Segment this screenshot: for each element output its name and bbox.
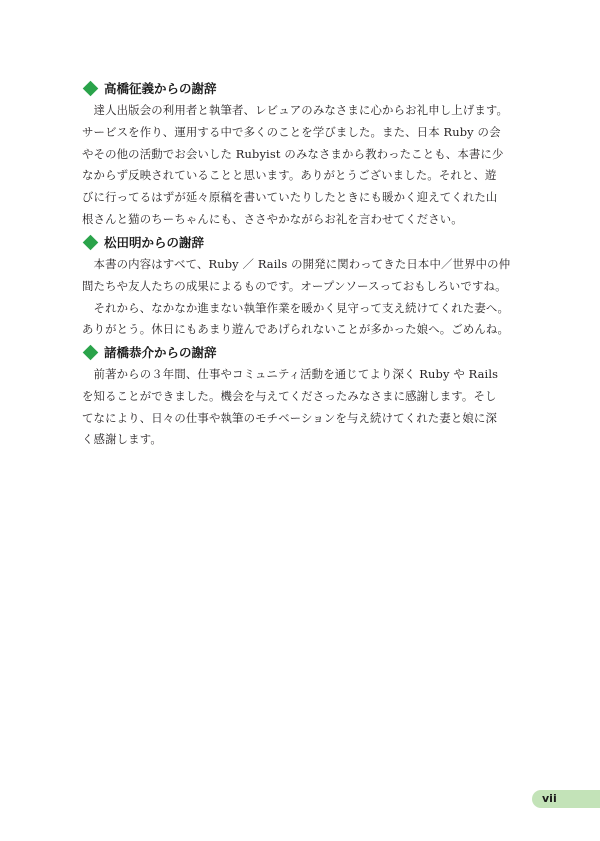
text-line: を知ることができました。機会を与えてくださったみなさまに感謝します。そし [82,388,497,403]
paragraph [82,364,530,451]
text-line: 間たちや友人たちの成果によるものです。オープンソースっておもしろいですね。 [82,278,507,293]
section-heading-text: 松田明からの謝辞 [104,235,205,250]
paragraph [82,100,530,231]
text-line: ありがとう。休日にもあまり遊んであげられないことが多かった娘へ。ごめんね。 [82,322,510,337]
diamond-bullet-icon [83,80,99,96]
page-number: vii [542,792,557,805]
section-heading-text: 高橋征義からの謝辞 [104,81,217,96]
text-line: く感謝します。 [82,432,162,447]
diamond-bullet-icon [83,234,99,250]
section-heading [82,233,530,251]
text-line: それから、なかなか進まない執筆作業を暖かく見守って支え続けてくれた妻へ。 [82,300,510,315]
diamond-bullet-icon [83,344,99,360]
text-line: やその他の活動でお会いした Rubyist のみなさまから教わったことも、本書に少 [82,146,504,161]
section-heading-text: 諸橋恭介からの謝辞 [104,345,217,360]
section-heading [82,343,530,361]
text-line: なからず反映されていることと思います。ありがとうございました。それと、遊 [82,168,497,183]
text-line: びに行ってるはずが延々原稿を書いていたりしたときにも暖かく迎えてくれた山 [82,190,498,205]
text-line: 前著からの３年間、仕事やコミュニティ活動を通じてより深く Ruby や Rails [82,367,499,381]
text-line: てなにより、日々の仕事や執筆のモチベーションを与え続けてくれた妻と娘に深 [82,410,498,425]
acknowledgment-section-morohashi [82,343,530,451]
text-line: 達人出版会の利用者と執筆者、レビュアのみなさまに心からお礼申し上げます。 [82,103,509,117]
paragraph [82,254,530,298]
acknowledgment-section-takahashi [82,79,530,231]
section-heading [82,79,530,97]
text-line: サービスを作り、運用する中で多くのことを学びました。また、日本 Ruby の会 [82,124,501,139]
text-line: 本書の内容はすべて、Ruby ／ Rails の開発に関わってきた日本中／世界中の仲 [82,257,511,271]
text-line: 根さんと猫のちーちゃんにも、ささやかながらお礼を言わせてください。 [82,211,463,226]
paragraph [82,298,530,342]
acknowledgment-section-matsuda [82,233,530,341]
